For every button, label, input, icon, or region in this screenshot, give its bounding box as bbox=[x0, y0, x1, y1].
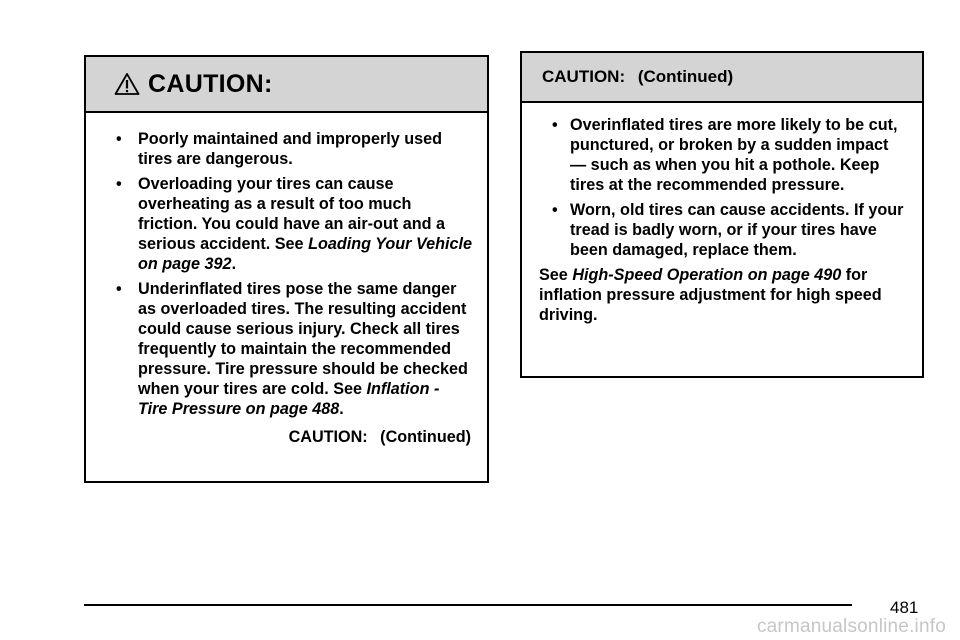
caution-title: CAUTION: bbox=[148, 69, 273, 98]
paragraph-prefix: See bbox=[539, 266, 573, 284]
caution-box-right bbox=[520, 51, 924, 378]
footer-rule bbox=[84, 604, 852, 606]
caution-content bbox=[86, 113, 487, 447]
bullet-text: Overinflated tires are more likely to be cut, punctured, or broken by a sudden impact — such as when you hit a pothole. Keep tires at the recommended pressure. bbox=[570, 116, 898, 194]
caution-continued-title: CAUTION: (Continued) bbox=[542, 67, 734, 86]
list-item bbox=[116, 129, 473, 169]
page-reference: High-Speed Operation on page 490 bbox=[572, 266, 842, 284]
bullet-dot: • bbox=[116, 130, 122, 148]
list-item bbox=[539, 200, 908, 260]
bullet-dot: • bbox=[552, 116, 558, 134]
warning-triangle-icon bbox=[114, 72, 140, 96]
list-item bbox=[116, 174, 473, 274]
bullet-text: Overloading your tires can cause overheating as a result of too much friction. You could have an air-out and a serious accident. See bbox=[138, 175, 446, 253]
caution-continued-content bbox=[522, 103, 922, 325]
caution-continued-header bbox=[522, 53, 922, 103]
bullet-text-end: . bbox=[231, 255, 237, 273]
bullet-text-end: . bbox=[339, 400, 344, 418]
caution-bullet-list bbox=[116, 129, 473, 419]
list-item bbox=[116, 279, 473, 419]
bullet-dot: • bbox=[552, 201, 558, 219]
caution-header bbox=[86, 57, 487, 113]
page-number: 481 bbox=[890, 598, 919, 617]
page-reference: Inflation - Tire Pressure on page 488 bbox=[138, 380, 440, 418]
bullet-text: Poorly maintained and improperly used tires are dangerous. bbox=[138, 130, 443, 168]
bullet-text: Underinflated tires pose the same danger as overloaded tires. The resulting accident could cause serious injury. Check all tires frequently to maintain the recommended pressure. Tire pressure should be checked when your tires are cold. See bbox=[138, 280, 468, 398]
caution-box-left bbox=[84, 55, 489, 483]
watermark: carmanualsonline.info bbox=[756, 616, 946, 637]
closing-paragraph bbox=[539, 265, 908, 325]
caution-continued-label: CAUTION: (Continued) bbox=[288, 428, 471, 446]
bullet-dot: • bbox=[116, 175, 122, 193]
bullet-text: Worn, old tires can cause accidents. If your tread is badly worn, or if your tires have been damaged, replace them. bbox=[570, 201, 904, 259]
caution-bullet-list bbox=[539, 115, 908, 260]
list-item bbox=[539, 115, 908, 195]
paragraph-text: for inflation pressure adjustment for high speed driving. bbox=[539, 266, 882, 324]
page-reference: Loading Your Vehicle on page 392 bbox=[138, 235, 473, 273]
bullet-dot: • bbox=[116, 280, 122, 298]
